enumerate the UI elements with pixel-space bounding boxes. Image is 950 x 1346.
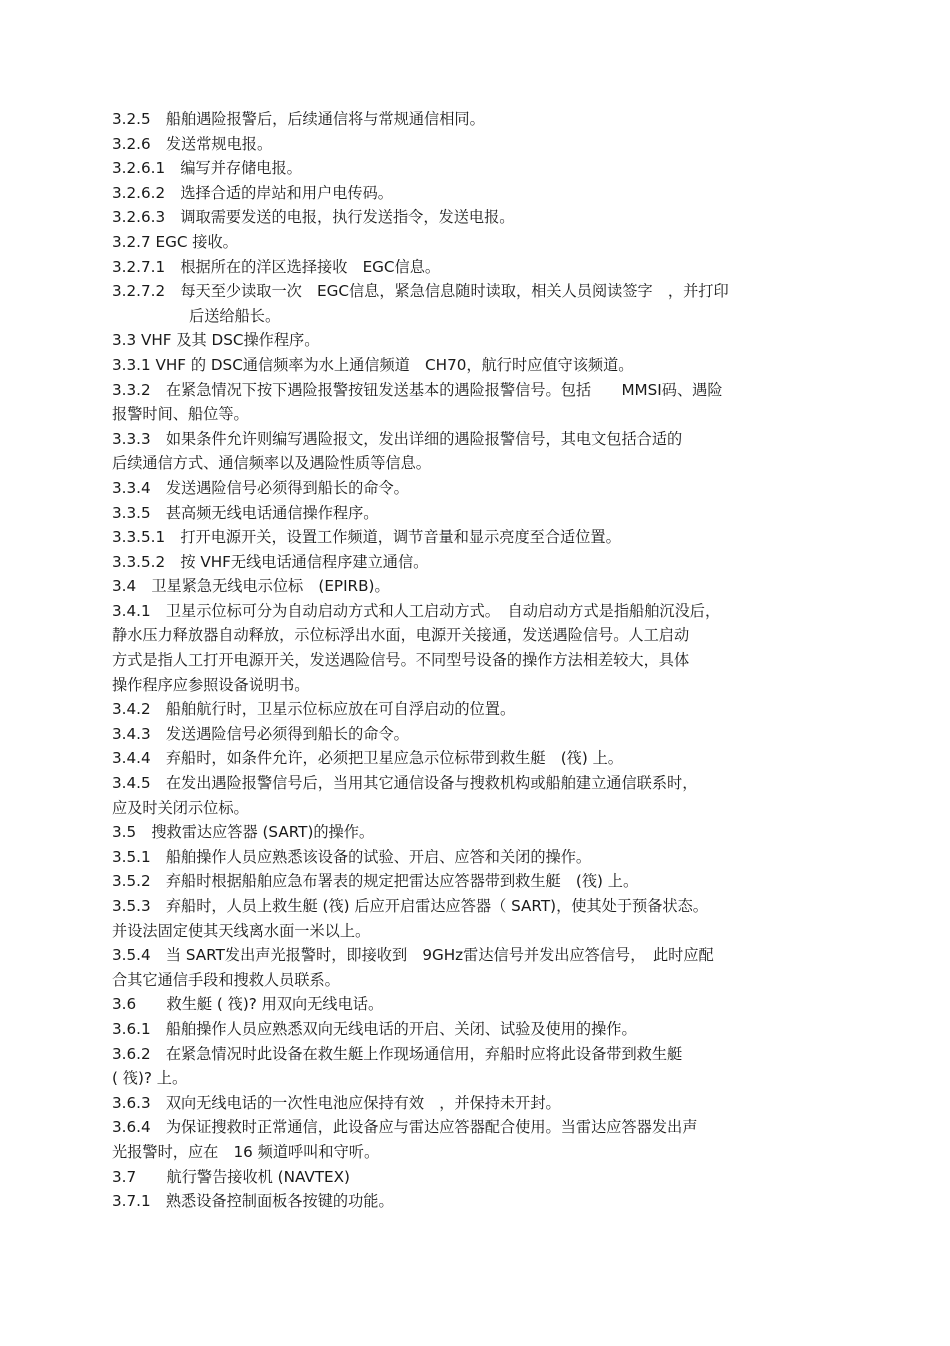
text-line: 3.4.3 发送遇险信号必须得到船长的命令。 xyxy=(112,724,409,743)
text-line: 3.4.4 弃船时，如条件允许，必须把卫星应急示位标带到救生艇 (筏) 上。 xyxy=(112,749,623,768)
text-line: 3.2.5 船舶遇险报警后，后续通信将与常规通信相同。 xyxy=(112,110,485,128)
document-body xyxy=(112,107,837,1214)
text-line: 3.3.3 如果条件允许则编写遇险报文，发出详细的遇险报警信号，其电文包括合适的 xyxy=(112,429,683,448)
text-line: 3.5.4 当 SART发出声光报警时，即接收到 9GHz雷达信号并发出应答信号， 此时应配 xyxy=(112,946,714,965)
section-heading: 3.6 救生艇 ( 筏)? 用双向无线电话。 xyxy=(112,995,384,1014)
text-line: ( 筏)? 上。 xyxy=(112,1069,188,1088)
text-line: 3.3.1 VHF 的 DSC通信频率为水上通信频道 CH70，航行时应值守该频道。 xyxy=(112,355,634,374)
text-line: 3.4.5 在发出遇险报警信号后，当用其它通信设备与搜救机构或船舶建立通信联系时， xyxy=(112,774,698,793)
text-line: 静水压力释放器自动释放，示位标浮出水面，电源开关接通，发送遇险信号。人工启动 xyxy=(112,626,690,645)
text-line: 3.3.2 在紧急情况下按下遇险报警按钮发送基本的遇险报警信号。包括 MMSI码、遇险 xyxy=(112,380,723,399)
text-line: 操作程序应参照设备说明书。 xyxy=(112,675,310,694)
text-line: 3.4.1 卫星示位标可分为自动启动方式和人工启动方式。 自动启动方式是指船舶沉没后， xyxy=(112,601,721,620)
text-line: 3.3.4 发送遇险信号必须得到船长的命令。 xyxy=(112,478,409,497)
text-line: 3.2.7.2 每天至少读取一次 EGC信息，紧急信息随时读取，相关人员阅读签字 ，并打印 xyxy=(112,282,729,301)
text-line: 3.2.6.3 调取需要发送的电报，执行发送指令，发送电报。 xyxy=(112,208,515,227)
text-line: 应及时关闭示位标。 xyxy=(112,798,249,817)
text-line: 3.6.2 在紧急情况时此设备在救生艇上作现场通信用，弃船时应将此设备带到救生艇 xyxy=(112,1044,683,1063)
text-line: 3.4.2 船舶航行时，卫星示位标应放在可自浮启动的位置。 xyxy=(112,700,516,719)
section-heading: 3.7 航行警告接收机 (NAVTEX) xyxy=(112,1167,350,1186)
text-line: 3.2.7 EGC 接收。 xyxy=(112,232,238,251)
text-line: 3.2.6.1 编写并存储电报。 xyxy=(112,159,302,178)
text-line: 3.2.6.2 选择合适的岸站和用户电传码。 xyxy=(112,183,393,202)
text-line: 后续通信方式、通信频率以及遇险性质等信息。 xyxy=(112,454,431,473)
section-heading: 3.4 卫星紧急无线电示位标 (EPIRB)。 xyxy=(112,577,390,596)
text-line: 3.5.3 弃船时，人员上救生艇 (筏) 后应开启雷达应答器（ SART)，使其处于预备状态。 xyxy=(112,897,708,915)
text-line: 3.3.5 甚高频无线电话通信操作程序。 xyxy=(112,503,379,522)
text-line: 3.3.5.2 按 VHF无线电话通信程序建立通信。 xyxy=(112,552,429,571)
text-line: 3.2.7.1 根据所在的洋区选择接收 EGC信息。 xyxy=(112,257,441,276)
text-line: 3.6.1 船舶操作人员应熟悉双向无线电话的开启、关闭、试验及使用的操作。 xyxy=(112,1019,637,1038)
text-line: 合其它通信手段和搜救人员联系。 xyxy=(112,970,340,989)
text-line: 报警时间、船位等。 xyxy=(112,405,249,424)
text-line: 并设法固定使其天线离水面一米以上。 xyxy=(112,921,371,940)
text-line: 3.7.1 熟悉设备控制面板各按键的功能。 xyxy=(112,1192,394,1211)
text-line: 3.6.3 双向无线电话的一次性电池应保持有效 ，并保持未开封。 xyxy=(112,1093,561,1112)
section-heading: 3.5 搜救雷达应答器 (SART)的操作。 xyxy=(112,823,375,842)
text-line: 光报警时，应在 16 频道呼叫和守听。 xyxy=(112,1142,380,1161)
text-line: 3.6.4 为保证搜救时正常通信，此设备应与雷达应答器配合使用。当雷达应答器发出声 xyxy=(112,1118,698,1137)
text-line: 方式是指人工打开电源开关，发送遇险信号。不同型号设备的操作方法相差较大，具体 xyxy=(112,651,690,670)
text-line: 后送给船长。 xyxy=(189,306,281,325)
section-heading: 3.3 VHF 及其 DSC操作程序。 xyxy=(112,331,320,350)
text-line: 3.3.5.1 打开电源开关，设置工作频道，调节音量和显示亮度至合适位置。 xyxy=(112,528,621,547)
text-line: 3.5.1 船舶操作人员应熟悉该设备的试验、开启、应答和关闭的操作。 xyxy=(112,847,592,866)
text-line: 3.2.6 发送常规电报。 xyxy=(112,134,273,153)
text-line: 3.5.2 弃船时根据船舶应急布署表的规定把雷达应答器带到救生艇 (筏) 上。 xyxy=(112,872,639,891)
